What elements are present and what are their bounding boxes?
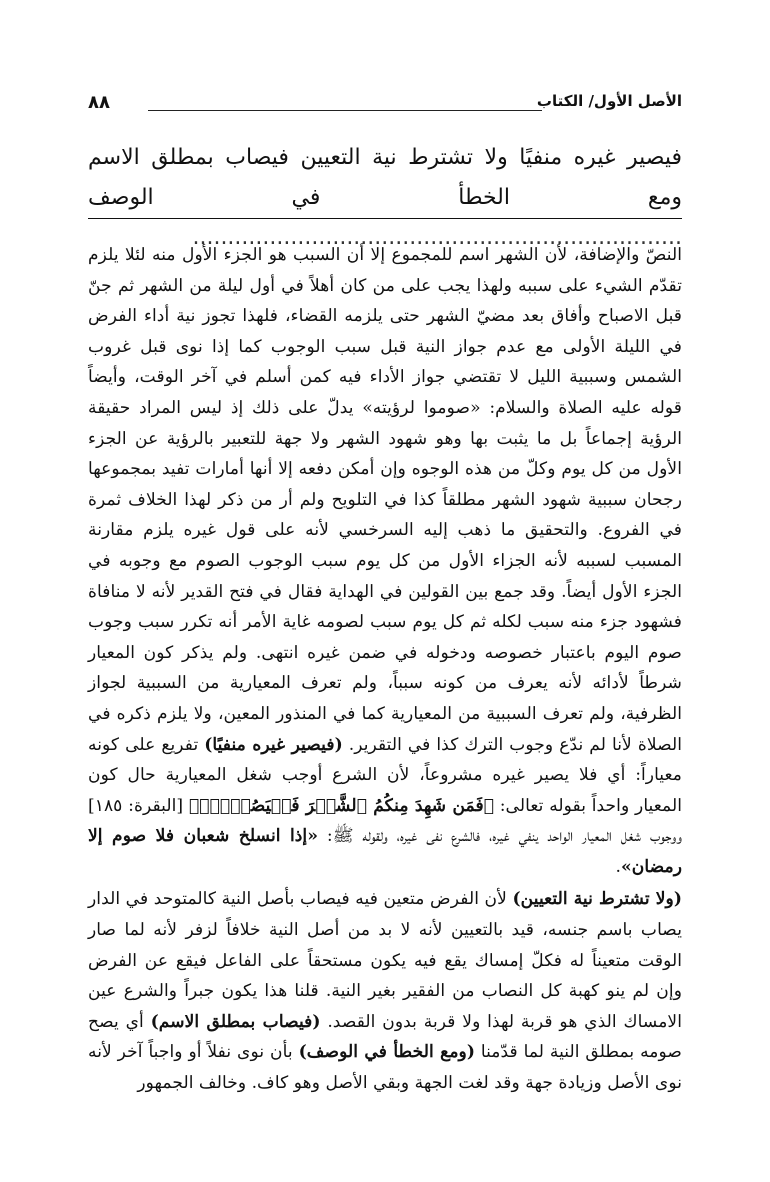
page-header [88,92,682,126]
commentary-text: . [615,856,621,877]
commentary-text: تفريع على كونه معياراً: أي فلا يصير غيره مشروعاً، لأن الشرع أوجب شغل المعيارية حال كون المعيار واحداً بقوله تعالى: [88,734,682,816]
header-rule [148,110,542,111]
commentary-text: [البقرة: ١٨٥] ووجوب شغل المعيار الواحد ينفي غيره، فالشرع نفى غيره، ولقوله ﷺ: [88,795,682,847]
matn-divider [88,218,682,219]
matn-quote: (فيصير غيره منفيًا) [204,734,343,755]
matn-quote: (فيصاب بمطلق الاسم) [150,1011,321,1032]
commentary-text: أي يصح صومه بمطلق النية لما قدّمنا [88,1011,682,1063]
page-number: ٨٨ [88,92,110,113]
commentary-text: النصّ والإضافة، لأن الشهر اسم للمجموع إلا أن السبب هو الجزء الأول منه لئلا يلزم تقدّم الشيء على سببه ولهذا يجب على من كان أهلاً في أول ليلة من الشهر ثم جنّ قبل الاصباح وأفاق بعد مضيّ الشهر حتى يلزمه القضاء، فلهذا تجوز نية أداء الفرض في الليلة الأولى مع عدم جواز النية قبل سبب الوجوب كما إذا نوى قبل غروب الشمس وسببية الليل لا تقتضي جواز الأداء فيه كمن أسلم في آخر الوقت، وأيضاً قوله عليه الصلاة والسلام: «صوموا لرؤيته» يدلّ على ذلك إذ ليس المراد حقيقة الرؤية إجماعاً بل ما يثبت بها وهو شهود الشهر ولا جهة للتعبير بالرؤية عن الجزء الأول من كل يوم وكلّ من هذه الوجوه وإن أمكن دفعه إلا أنها أمارات تفيد بمجموعها رجحان سببية شهود الشهر مطلقاً كذا في التلويح ولم أر من ذكر لهذا الخلاف ثمرة في الفروع. والتحقيق ما ذهب إليه السرخسي لأنه على قول غيره يلزم مقارنة المسبب لسببه لأنه الجزاء الأول من كل يوم سبب الوجوب الصوم مع وجوبه في الجزء الأول أيضاً. وقد جمع بين القولين في الهداية فقال في فتح القدير لأنه لا منافاة فشهود جزء منه سبب لكله ثم كل يوم سبب لصومه غاية الأمر أنه تكرر سبب وجوب صوم اليوم باعتبار خصوصه ودخوله في ضمن غيره انتهى. ولم يذكر كون المعيار شرطاً لأدائه لأنه يعرف من كونه سبباً، ولم تعرف المعيارية من السببية لجواز الظرفية، ولم تعرف السببية من المعيارية كما في المنذور المعين، ولا يلزم ذكره في الصلاة لأنا لم ندّع وجوب الترك كذا في التقرير. [88,245,682,755]
hadith-quote: «إذا انسلخ شعبان فلا صوم إلا رمضان» [88,826,682,877]
matn-quote: (ولا تشترط نية التعيين) [512,889,682,910]
commentary-paragraph [88,240,682,882]
commentary [88,240,682,1099]
matn-dots: ...................................................................... [192,225,682,250]
section-title: الأصل الأول/ الكتاب [536,92,682,110]
quran-verse: ﴿فَمَن شَهِدَ مِنكُمُ ٱلشَّهۡرَ فَلۡيَصُمۡهُۖ﴾ [188,795,494,816]
matn-quote: (ومع الخطأ في الوصف) [298,1042,475,1063]
commentary-paragraph [88,884,682,1098]
commentary-text: بأن نوى نفلاً أو واجباً آخر لأنه نوى الأصل وزيادة جهة وقد لغت الجهة وبقي الأصل وهو كاف. وخالف الجمهور [88,1042,682,1094]
matn-line: فيصير غيره منفيًا ولا تشترط نية التعيين فيصاب بمطلق الاسم ومع الخطأ في الوصف [88,145,682,210]
commentary-text: لأن الفرض متعين فيه فيصاب بأصل النية كالمتوحد في الدار يصاب باسم جنسه، قيد بالتعيين لأنه لا بد من أصل النية خلافاً لزفر لأنه لما صار الوقت متعيناً له فكلّ إمساك يقع فيه يكون مستحقاً على الفاعل فيقع عن الفرض وإن لم ينو كهبة كل النصاب من الفقير بغير النية. قلنا هذا يكون جبراً والشرع عين الامساك الذي هو قربة لهذا ولا قربة بدون القصد. [88,889,682,1032]
